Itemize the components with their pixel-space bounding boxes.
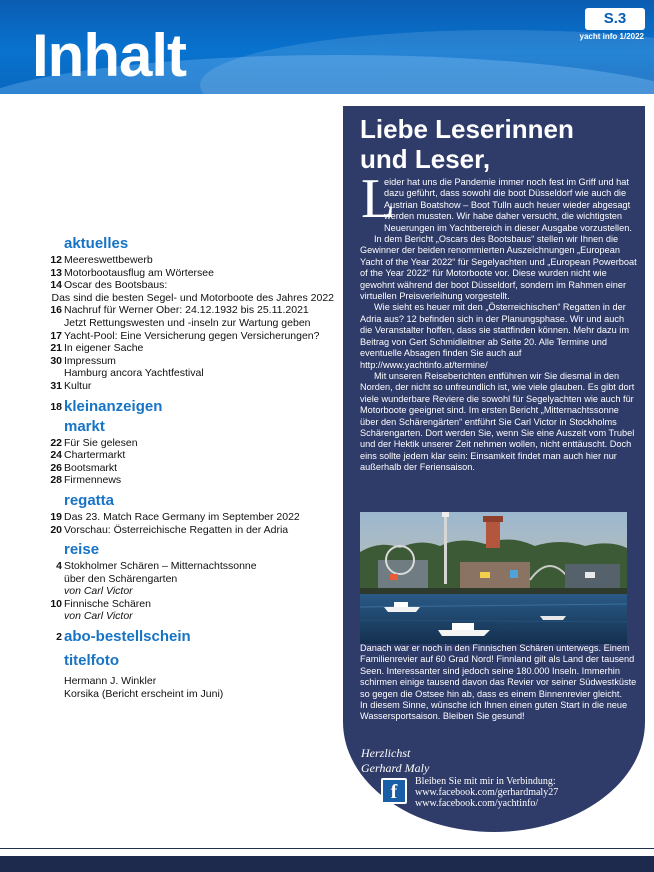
toc-entry[interactable]	[44, 598, 334, 611]
section-list-reise	[44, 560, 334, 623]
toc-entry-title: Motorbootausflug am Wörtersee	[64, 266, 214, 279]
toc-page-number: 21	[50, 342, 62, 355]
section-heading-markt[interactable]: markt	[64, 417, 105, 435]
facebook-link[interactable]: www.facebook.com/yachtinfo/	[415, 797, 539, 809]
toc-entry[interactable]	[44, 437, 334, 450]
toc-page-number	[44, 610, 62, 623]
toc-page-number	[44, 317, 62, 330]
toc-entry-title: Vorschau: Österreichische Regatten in der Adria	[64, 523, 289, 536]
toc-page-number: 2	[56, 631, 62, 644]
section-heading-titelfoto[interactable]: titelfoto	[64, 652, 119, 670]
toc-entry[interactable]	[44, 449, 334, 462]
toc-entry-title: Das 23. Match Race Germany im September 2022	[64, 510, 300, 523]
issue-label: yacht info 1/2022	[579, 32, 644, 41]
toc-entry[interactable]	[44, 573, 334, 586]
toc-entry-title: Stokholmer Schären – Mitternachtssonne	[64, 560, 257, 573]
toc-entry-title: Impressum	[64, 354, 116, 367]
toc-page-number: 12	[50, 254, 62, 266]
toc-entry[interactable]	[44, 560, 334, 573]
toc-page-number: 28	[50, 474, 62, 487]
facebook-icon[interactable]: f	[381, 778, 407, 804]
toc-entry-title: Chartermarkt	[64, 449, 126, 462]
toc-page-number: 19	[50, 510, 62, 523]
section-heading-abo[interactable]	[44, 627, 334, 647]
section-list-markt	[44, 437, 334, 487]
section-heading-reise[interactable]: reise	[64, 541, 100, 559]
editorial-body-continued	[360, 643, 638, 723]
toc-entry-title: Meereswettbewerb	[64, 254, 153, 266]
toc-entry-title: von Carl Victor	[64, 585, 133, 598]
toc-heading-label: kleinanzeigen	[64, 397, 163, 415]
toc-page-number: 16	[50, 304, 62, 317]
toc-entry-title: über den Schärengarten	[64, 572, 178, 585]
section-list-regatta	[44, 511, 334, 536]
toc-entry-title: Oscar des Bootsbaus:	[64, 279, 168, 292]
section-list-aktuelles	[44, 254, 334, 393]
toc-entry[interactable]	[44, 462, 334, 475]
amusement-park-photo	[360, 512, 627, 644]
toc-page-number: 18	[50, 400, 62, 413]
toc-entry-title: Nachruf für Werner Ober: 24.12.1932 bis 25.11.2021	[64, 304, 309, 317]
page-title: Inhalt	[32, 22, 186, 89]
toc-entry[interactable]	[44, 675, 334, 688]
toc-page-number: 20	[50, 523, 62, 536]
toc-entry[interactable]	[44, 267, 334, 280]
toc-page-number: 24	[50, 449, 62, 462]
editorial-panel	[343, 106, 645, 832]
drop-cap: L	[361, 168, 396, 230]
toc-entry-title: Jetzt Rettungswesten und -inseln zur Wartung geben	[64, 316, 311, 329]
toc-entry-title: Hamburg ancora Yachtfestival	[64, 367, 204, 380]
toc-page-number: 22	[50, 436, 62, 449]
toc-page-number	[44, 675, 62, 688]
footer-divider	[0, 848, 654, 849]
section-heading-regatta[interactable]: regatta	[64, 491, 115, 509]
editorial-paragraph: Danach war er noch in den Finnischen Schären unterwegs. Einem Familienrevier auf 60 Grad Nord! Finnland gilt als Land der tausend Seen. Interessanter sind jedoch seine 180.000 Inseln. Immerhin schirmen einige tausend davon das Revier vor seiner Südwestküste so gegen die Ostsee hin ab, dass es einem Binnenrevier gleicht.	[360, 643, 637, 699]
toc-heading-label: abo-bestellschein	[64, 628, 191, 646]
toc-entry[interactable]	[44, 355, 334, 368]
signature	[361, 746, 429, 776]
toc-entry[interactable]	[44, 292, 334, 305]
facebook-link[interactable]: www.facebook.com/gerhardmaly27	[415, 786, 559, 798]
toc-entry-title: von Carl Victor	[64, 610, 133, 623]
amusement-park-photo-image	[360, 512, 627, 644]
table-of-contents	[44, 234, 334, 700]
toc-entry[interactable]	[44, 317, 334, 330]
facebook-contact	[415, 777, 558, 809]
toc-page-number	[44, 292, 49, 305]
toc-page-number: 30	[50, 354, 62, 367]
editorial-paragraph: eider hat uns die Pandemie immer noch fest im Griff und hat dazu geführt, dass sowohl die boot Düsseldorf wie auch die Austrian Boatshow – Boot Tulln auch heuer wieder abgesagt werden mussten. Wir habe daher versucht, die wichtigsten Neuerungen im Yachtbereich in dieser Ausgabe vorzustellen.	[384, 177, 632, 233]
toc-page-number: 17	[50, 329, 62, 342]
toc-page-number: 26	[50, 461, 62, 474]
toc-entry[interactable]	[44, 511, 334, 524]
editorial-paragraph: Mit unseren Reiseberichten entführen wir Sie diesmal in den Norden, der nicht so unfreundlich ist, wie viele glauben. Es gibt dort viele wunderbare Reviere die sowohl für Segelyachten wie auch für Motorboote geeignet sind. Im ersten Bericht „Mitternachtssonne über den Schärengärten“ entführt Sie Carl Victor in Stockholms Schärengarten. Dort werden Sie, wenn Sie eine Auszeit vom Trubel und der Hektik unserer Zeit nehmen wollen, nicht enttäuscht. Doch eins sollte jedem klar sein: Einsamkeit findet man auch hier nur außerhalb der Feriensaison.	[360, 370, 635, 473]
editorial-paragraph: Wie sieht es heuer mit den „Österreichischen“ Regatten in der Adria aus? 12 befinden sich in der Planungsphase. Wir und auch die Veranstalter hoffen, dass sie stattfinden können. Mehr dazu im Beitrag von Gert Schmidleitner ab Seite 20. Alle Termine und eventuelle Absagen finden Sie auch auf http://www.yachtinfo.at/termine/	[360, 302, 629, 370]
toc-entry[interactable]	[44, 380, 334, 393]
toc-entry[interactable]	[44, 610, 334, 623]
editorial-body	[360, 177, 638, 474]
section-heading-kleinanzeigen[interactable]	[44, 397, 334, 417]
toc-entry-title: Hermann J. Winkler	[64, 675, 157, 688]
toc-entry-title: In eigener Sache	[64, 342, 144, 355]
toc-entry-title: Kultur	[64, 379, 92, 392]
toc-page-number: 10	[50, 597, 62, 610]
section-heading-aktuelles[interactable]: aktuelles	[64, 235, 129, 252]
toc-page-number	[44, 573, 62, 586]
editorial-title	[360, 114, 574, 174]
toc-page-number	[44, 585, 62, 598]
editorial-title-line: und Leser,	[360, 144, 491, 174]
toc-entry[interactable]	[44, 304, 334, 317]
toc-entry-title: Yacht-Pool: Eine Versicherung gegen Versicherungen?	[64, 329, 320, 342]
toc-entry[interactable]	[44, 367, 334, 380]
toc-entry-title: Firmennews	[64, 474, 122, 487]
toc-entry[interactable]	[44, 254, 334, 267]
toc-entry-title: Bootsmarkt	[64, 461, 118, 474]
signature-line: Herzlichst	[361, 746, 411, 760]
toc-entry-title: Finnische Schären	[64, 597, 151, 610]
editorial-paragraph: In dem Bericht „Oscars des Bootsbaus“ stellen wir Ihnen die Gewinner der beiden renommierten Auszeichnungen „European Yacht of the Year 2022“ für Segelyachten und „European Powerboat of the Year 2022“ für Motorboote vor. Diese wurden nicht wie gewohnt während der boot Düsseldorf, sondern im Rahmen einer virtuellen Preisverleihung vorgestellt.	[360, 234, 637, 302]
editorial-paragraph: In diesem Sinne, wünsche ich Ihnen einen guten Start in die neue Wassersportsaison. Bleiben Sie gesund!	[360, 700, 628, 722]
toc-page-number	[44, 367, 62, 380]
toc-entry-title: Korsika (Bericht erscheint im Juni)	[64, 687, 224, 700]
toc-entry[interactable]	[44, 279, 334, 292]
toc-entry[interactable]	[44, 688, 334, 701]
toc-page-number	[44, 688, 62, 701]
toc-entry[interactable]	[44, 474, 334, 487]
toc-entry[interactable]	[44, 330, 334, 343]
toc-page-number: 13	[50, 266, 62, 279]
toc-entry[interactable]	[44, 585, 334, 598]
toc-page-number: 14	[50, 279, 62, 292]
toc-entry-title: Für Sie gelesen	[64, 436, 138, 449]
toc-entry[interactable]	[44, 342, 334, 355]
page-footer-bar	[0, 856, 654, 872]
toc-entry-title: Das sind die besten Segel- und Motorboote des Jahres 2022	[51, 291, 334, 304]
signature-line: Gerhard Maly	[361, 761, 430, 775]
toc-page-number: 31	[50, 379, 62, 392]
toc-entry[interactable]	[44, 524, 334, 537]
page-header	[0, 0, 654, 94]
editorial-title-line: Liebe Leserinnen	[360, 114, 574, 144]
toc-page-number: 4	[56, 560, 62, 573]
section-list-titelfoto	[44, 675, 334, 700]
page-number-badge: S.3	[585, 8, 645, 30]
facebook-contact-intro: Bleiben Sie mit mir in Verbindung:	[415, 776, 556, 787]
